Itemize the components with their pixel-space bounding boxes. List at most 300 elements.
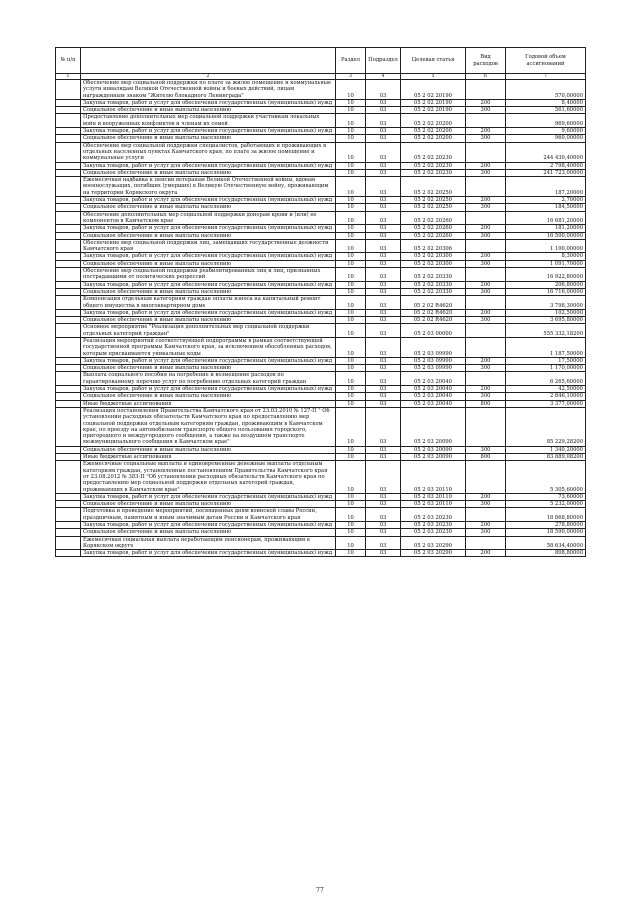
cell-name: Обеспечение мер социальной поддержки лиц, замещавших государственные должности Камчатского края <box>81 239 336 253</box>
cell-target: 05 2 02 20330 <box>401 288 466 295</box>
cell-section: 10 <box>336 529 366 536</box>
cell-section: 10 <box>336 128 366 135</box>
cell-expense-type <box>466 296 506 310</box>
cell-amount: 16 681,20000 <box>506 211 586 225</box>
cell-name: Социальное обеспечение и иные выплаты населению <box>81 501 336 508</box>
cell-amount: 6 265,60000 <box>506 372 586 386</box>
cell-amount: 1 100,00000 <box>506 239 586 253</box>
cell-amount: 102,50000 <box>506 309 586 316</box>
table-row <box>56 288 586 295</box>
cell-name: Предоставление дополнительных мер социальной поддержки участникам локальных войн и вооруженных конфликтов и членам их семей <box>81 114 336 128</box>
table-row <box>56 407 586 446</box>
header-expense-type: Вид расходов <box>466 48 506 74</box>
cell-num <box>56 454 81 461</box>
cell-name: Социальное обеспечение и иные выплаты населению <box>81 204 336 211</box>
cell-name: Социальное обеспечение и иные выплаты населению <box>81 317 336 324</box>
table-row <box>56 142 586 162</box>
cell-expense-type: 300 <box>466 393 506 400</box>
cell-expense-type <box>466 508 506 522</box>
cell-target: 05 2 02 20200 <box>401 128 466 135</box>
table-row <box>56 386 586 393</box>
cell-section: 10 <box>336 317 366 324</box>
header-amount: Годовой объем ассигнований <box>506 48 586 74</box>
cell-section: 10 <box>336 239 366 253</box>
header-subsection: Подраздел <box>366 48 401 74</box>
cell-subsection: 03 <box>366 99 401 106</box>
cell-section: 10 <box>336 232 366 239</box>
cell-amount: 570,00000 <box>506 80 586 100</box>
cell-amount: 18 590,00000 <box>506 529 586 536</box>
header-target: Целевая статья <box>401 48 466 74</box>
cell-num <box>56 386 81 393</box>
cell-target: 05 2 03 20040 <box>401 372 466 386</box>
cell-num <box>56 317 81 324</box>
cell-expense-type: 800 <box>466 400 506 407</box>
cell-name: Закупка товаров, работ и услуг для обеспечения государственных (муниципальных) нужд <box>81 162 336 169</box>
cell-num <box>56 211 81 225</box>
cell-expense-type: 200 <box>466 309 506 316</box>
table-row <box>56 204 586 211</box>
cell-target: 05 2 03 20290 <box>401 550 466 557</box>
cell-subsection: 03 <box>366 288 401 295</box>
cell-target: 05 2 02 20330 <box>401 281 466 288</box>
cell-expense-type: 300 <box>466 232 506 239</box>
cell-expense-type: 300 <box>466 529 506 536</box>
cell-section: 10 <box>336 372 366 386</box>
cell-target: 05 2 02 20230 <box>401 169 466 176</box>
cell-target: 05 2 02 20330 <box>401 268 466 282</box>
cell-subsection: 03 <box>366 337 401 357</box>
table-row <box>56 296 586 310</box>
cell-expense-type: 200 <box>466 386 506 393</box>
cell-num <box>56 260 81 267</box>
table-row <box>56 135 586 142</box>
cell-subsection: 03 <box>366 550 401 557</box>
cell-num <box>56 501 81 508</box>
cell-num <box>56 107 81 114</box>
cell-target: 05 2 03 20110 <box>401 493 466 500</box>
cell-amount: 1 340,20000 <box>506 446 586 453</box>
table-row <box>56 253 586 260</box>
cell-section: 10 <box>336 260 366 267</box>
cell-name: Социальное обеспечение и иные выплаты населению <box>81 232 336 239</box>
table-row <box>56 461 586 493</box>
header-name <box>81 48 336 74</box>
cell-subsection: 03 <box>366 522 401 529</box>
cell-target: 05 2 03 20230 <box>401 529 466 536</box>
cell-subsection: 03 <box>366 324 401 338</box>
table-row <box>56 211 586 225</box>
cell-expense-type: 200 <box>466 99 506 106</box>
cell-subsection: 03 <box>366 268 401 282</box>
cell-num <box>56 114 81 128</box>
cell-subsection: 03 <box>366 204 401 211</box>
table-row <box>56 508 586 522</box>
cell-name: Ежемесячная социальная выплата неработающим пенсионерам, проживающим в Корякском округе <box>81 536 336 550</box>
cell-amount: 241 723,00000 <box>506 169 586 176</box>
cell-amount: 244 430,40000 <box>506 142 586 162</box>
cell-section: 10 <box>336 142 366 162</box>
cell-target: 05 2 03 20040 <box>401 400 466 407</box>
cell-expense-type <box>466 177 506 197</box>
cell-name: Социальное обеспечение и иные выплаты населению <box>81 288 336 295</box>
cell-name: Обеспечение дополнительных мер социальной поддержки донорам крови и (или) ее компонентов в Камчатском крае <box>81 211 336 225</box>
cell-num <box>56 536 81 550</box>
cell-name: Закупка товаров, работ и услуг для обеспечения государственных (муниципальных) нужд <box>81 493 336 500</box>
cell-section: 10 <box>336 211 366 225</box>
cell-target: 05 2 03 20230 <box>401 522 466 529</box>
cell-amount: 2 846,10000 <box>506 393 586 400</box>
cell-name: Закупка товаров, работ и услуг для обеспечения государственных (муниципальных) нужд <box>81 309 336 316</box>
cell-num <box>56 128 81 135</box>
cell-num <box>56 253 81 260</box>
table-header-row <box>56 48 586 74</box>
cell-subsection: 03 <box>366 80 401 100</box>
cell-num <box>56 162 81 169</box>
cell-subsection: 03 <box>366 107 401 114</box>
cell-amount: 3 798,30000 <box>506 296 586 310</box>
cell-section: 10 <box>336 309 366 316</box>
table-row <box>56 522 586 529</box>
cell-target: 05 2 02 20306 <box>401 239 466 253</box>
cell-expense-type <box>466 211 506 225</box>
cell-name: Закупка товаров, работ и услуг для обеспечения государственных (муниципальных) нужд <box>81 281 336 288</box>
cell-target: 05 2 02 20300 <box>401 260 466 267</box>
cell-section: 10 <box>336 550 366 557</box>
cell-expense-type <box>466 239 506 253</box>
cell-expense-type <box>466 324 506 338</box>
cell-subsection: 03 <box>366 197 401 204</box>
table-row <box>56 281 586 288</box>
cell-num <box>56 135 81 142</box>
cell-target: 05 2 02 20250 <box>401 204 466 211</box>
cell-expense-type: 300 <box>466 317 506 324</box>
cell-section: 10 <box>336 225 366 232</box>
cell-num <box>56 204 81 211</box>
cell-amount: 278,80000 <box>506 522 586 529</box>
cell-num <box>56 400 81 407</box>
cell-subsection: 03 <box>366 225 401 232</box>
table-row <box>56 80 586 100</box>
table-row <box>56 550 586 557</box>
cell-name: Ежемесячные социальные выплаты и единовременные денежные выплаты отдельным категориям граждан, установленные постановлением Правительства Камчатского края от 23.08.2012 № 383-П "Об установлении расходных обязательств Камчатского края по предоставлению мер социальной поддержки отдельных категорий граждан, проживающих в Камчатском крае" <box>81 461 336 493</box>
table-row <box>56 107 586 114</box>
cell-amount: 58 634,40000 <box>506 536 586 550</box>
cell-num <box>56 296 81 310</box>
cell-name: Социальное обеспечение и иные выплаты населению <box>81 135 336 142</box>
cell-name: Закупка товаров, работ и услуг для обеспечения государственных (муниципальных) нужд <box>81 550 336 557</box>
cell-expense-type <box>466 337 506 357</box>
cell-target: 05 2 02 20190 <box>401 80 466 100</box>
column-number: 6 <box>466 74 506 80</box>
cell-section: 10 <box>336 197 366 204</box>
cell-expense-type: 200 <box>466 522 506 529</box>
cell-subsection: 03 <box>366 253 401 260</box>
cell-amount: 18 868,80000 <box>506 508 586 522</box>
cell-target: 05 2 02 R4620 <box>401 309 466 316</box>
cell-section: 10 <box>336 508 366 522</box>
cell-amount: 206,80000 <box>506 281 586 288</box>
cell-section: 10 <box>336 461 366 493</box>
cell-expense-type: 200 <box>466 225 506 232</box>
cell-target: 05 2 03 09990 <box>401 337 466 357</box>
cell-expense-type: 200 <box>466 493 506 500</box>
table-row <box>56 400 586 407</box>
table-row <box>56 337 586 357</box>
cell-subsection: 03 <box>366 386 401 393</box>
cell-subsection: 03 <box>366 142 401 162</box>
cell-num <box>56 522 81 529</box>
column-number: 3 <box>336 74 366 80</box>
cell-amount: 83 889,08200 <box>506 454 586 461</box>
cell-section: 10 <box>336 522 366 529</box>
cell-name: Социальное обеспечение и иные выплаты населению <box>81 446 336 453</box>
cell-expense-type: 300 <box>466 107 506 114</box>
cell-subsection: 03 <box>366 260 401 267</box>
cell-name: Закупка товаров, работ и услуг для обеспечения государственных (муниципальных) нужд <box>81 99 336 106</box>
cell-num <box>56 197 81 204</box>
table-row <box>56 501 586 508</box>
cell-amount: 3 377,00000 <box>506 400 586 407</box>
cell-name: Социальное обеспечение и иные выплаты населению <box>81 365 336 372</box>
cell-amount: 8,40000 <box>506 99 586 106</box>
column-number: 1 <box>56 74 81 80</box>
cell-target: 05 2 03 20090 <box>401 446 466 453</box>
cell-name: Иные бюджетные ассигнования <box>81 400 336 407</box>
cell-section: 10 <box>336 454 366 461</box>
cell-expense-type: 300 <box>466 288 506 295</box>
cell-num <box>56 268 81 282</box>
cell-amount: 181,20000 <box>506 225 586 232</box>
table-row <box>56 309 586 316</box>
cell-subsection: 03 <box>366 461 401 493</box>
cell-amount: 16 922,80000 <box>506 268 586 282</box>
cell-section: 10 <box>336 169 366 176</box>
cell-subsection: 03 <box>366 508 401 522</box>
table-row <box>56 225 586 232</box>
cell-target: 05 2 03 09990 <box>401 357 466 364</box>
cell-name: Обеспечение мер социальной поддержки специалистов, работающих и проживающих в отдельных населенных пунктах Камчатского края, по плате за жилое помещение и коммунальные услуги <box>81 142 336 162</box>
cell-amount: 85 229,28200 <box>506 407 586 446</box>
cell-expense-type <box>466 80 506 100</box>
cell-target: 05 2 02 20190 <box>401 99 466 106</box>
cell-num <box>56 337 81 357</box>
cell-subsection: 03 <box>366 114 401 128</box>
cell-target: 05 2 02 20200 <box>401 135 466 142</box>
cell-name: Социальное обеспечение и иные выплаты населению <box>81 107 336 114</box>
cell-expense-type <box>466 268 506 282</box>
cell-expense-type: 200 <box>466 197 506 204</box>
cell-subsection: 03 <box>366 211 401 225</box>
cell-subsection: 03 <box>366 400 401 407</box>
cell-expense-type <box>466 114 506 128</box>
cell-name: Подготовка и проведение мероприятий, посвященных дням воинской славы России, праздничным, памятным и иным значимым датам России и Камчатского края <box>81 508 336 522</box>
cell-subsection: 03 <box>366 135 401 142</box>
cell-amount: 187,20000 <box>506 177 586 197</box>
cell-amount: 561,60000 <box>506 107 586 114</box>
cell-expense-type: 200 <box>466 162 506 169</box>
cell-section: 10 <box>336 446 366 453</box>
cell-section: 10 <box>336 162 366 169</box>
cell-name: Иные бюджетные ассигнования <box>81 454 336 461</box>
cell-num <box>56 372 81 386</box>
cell-expense-type: 200 <box>466 253 506 260</box>
column-number: 7 <box>506 74 586 80</box>
cell-subsection: 03 <box>366 493 401 500</box>
cell-amount: 969,60000 <box>506 114 586 128</box>
cell-target: 05 2 02 20260 <box>401 232 466 239</box>
cell-section: 10 <box>336 536 366 550</box>
cell-amount: 17,50000 <box>506 357 586 364</box>
cell-target: 05 2 03 20040 <box>401 386 466 393</box>
table-row <box>56 393 586 400</box>
cell-num <box>56 80 81 100</box>
cell-amount: 73,60000 <box>506 493 586 500</box>
table-row <box>56 162 586 169</box>
table-row <box>56 357 586 364</box>
cell-num <box>56 365 81 372</box>
cell-expense-type: 200 <box>466 357 506 364</box>
cell-amount: 16 500,00000 <box>506 232 586 239</box>
cell-target: 05 2 02 R4620 <box>401 296 466 310</box>
cell-name: Закупка товаров, работ и услуг для обеспечения государственных (муниципальных) нужд <box>81 357 336 364</box>
cell-num <box>56 309 81 316</box>
cell-expense-type <box>466 407 506 446</box>
cell-amount: 184,50000 <box>506 204 586 211</box>
cell-amount: 9,60000 <box>506 128 586 135</box>
cell-target: 05 2 02 20250 <box>401 197 466 204</box>
cell-num <box>56 393 81 400</box>
cell-expense-type: 300 <box>466 135 506 142</box>
table-row <box>56 169 586 176</box>
cell-name: Закупка товаров, работ и услуг для обеспечения государственных (муниципальных) нужд <box>81 253 336 260</box>
table-row <box>56 260 586 267</box>
cell-expense-type: 200 <box>466 128 506 135</box>
cell-section: 10 <box>336 357 366 364</box>
table-row <box>56 268 586 282</box>
table-row <box>56 454 586 461</box>
cell-name: Закупка товаров, работ и услуг для обеспечения государственных (муниципальных) нужд <box>81 386 336 393</box>
cell-section: 10 <box>336 204 366 211</box>
cell-subsection: 03 <box>366 296 401 310</box>
cell-expense-type <box>466 461 506 493</box>
cell-expense-type: 200 <box>466 281 506 288</box>
cell-target: 05 2 03 00000 <box>401 324 466 338</box>
page-number: 77 <box>316 887 324 894</box>
table-row <box>56 177 586 197</box>
cell-subsection: 03 <box>366 128 401 135</box>
cell-target: 05 2 03 20090 <box>401 454 466 461</box>
cell-section: 10 <box>336 324 366 338</box>
table-row <box>56 232 586 239</box>
table-row <box>56 365 586 372</box>
cell-amount: 3 695,80000 <box>506 317 586 324</box>
cell-section: 10 <box>336 99 366 106</box>
cell-amount: 1 170,00000 <box>506 365 586 372</box>
cell-name: Закупка товаров, работ и услуг для обеспечения государственных (муниципальных) нужд <box>81 225 336 232</box>
cell-expense-type <box>466 372 506 386</box>
cell-num <box>56 493 81 500</box>
cell-target: 05 2 02 20200 <box>401 114 466 128</box>
cell-subsection: 03 <box>366 309 401 316</box>
cell-subsection: 03 <box>366 529 401 536</box>
cell-section: 10 <box>336 281 366 288</box>
cell-amount: 5 232,00000 <box>506 501 586 508</box>
cell-subsection: 03 <box>366 393 401 400</box>
cell-section: 10 <box>336 386 366 393</box>
cell-num <box>56 232 81 239</box>
cell-name: Обеспечение мер социальной поддержки по плате за жилое помещение и коммунальные услуги инвалидам Великой Отечественной войны и боевых действий, лицам награжденным знаком "Жителю блокадного Ленинграда" <box>81 80 336 100</box>
cell-target: 05 2 02 20250 <box>401 177 466 197</box>
budget-table-container <box>55 47 585 557</box>
cell-subsection: 03 <box>366 407 401 446</box>
cell-subsection: 03 <box>366 365 401 372</box>
cell-amount: 555 332,18200 <box>506 324 586 338</box>
cell-section: 10 <box>336 135 366 142</box>
cell-expense-type: 300 <box>466 446 506 453</box>
cell-section: 10 <box>336 107 366 114</box>
cell-subsection: 03 <box>366 239 401 253</box>
cell-target: 05 2 02 20190 <box>401 107 466 114</box>
table-row <box>56 197 586 204</box>
cell-target: 05 2 03 20290 <box>401 536 466 550</box>
cell-section: 10 <box>336 253 366 260</box>
cell-name: Социальное обеспечение и иные выплаты населению <box>81 529 336 536</box>
cell-subsection: 03 <box>366 169 401 176</box>
table-row <box>56 372 586 386</box>
cell-target: 05 2 03 20090 <box>401 407 466 446</box>
cell-section: 10 <box>336 80 366 100</box>
cell-num <box>56 177 81 197</box>
cell-expense-type: 300 <box>466 204 506 211</box>
cell-num <box>56 239 81 253</box>
cell-section: 10 <box>336 365 366 372</box>
cell-amount: 42,50000 <box>506 386 586 393</box>
header-num: № п/п <box>56 48 81 74</box>
table-row <box>56 446 586 453</box>
cell-target: 05 2 03 20110 <box>401 501 466 508</box>
cell-target: 05 2 03 09990 <box>401 365 466 372</box>
cell-name: Реализация мероприятий соответствующей подпрограммы в рамках соответствующей государственной программы Камчатского края, за исключением обособленных расходов, которым присваиваются уникальные коды <box>81 337 336 357</box>
cell-subsection: 03 <box>366 357 401 364</box>
cell-section: 10 <box>336 501 366 508</box>
cell-section: 10 <box>336 393 366 400</box>
cell-num <box>56 281 81 288</box>
cell-name: Ежемесячная надбавка к пенсии ветеранам Великой Отечественной войны, вдовам военнослужащих, погибших (умерших) в Великую Отечественную войну, проживающим на территории Корякского округа <box>81 177 336 197</box>
cell-num <box>56 225 81 232</box>
cell-name: Закупка товаров, работ и услуг для обеспечения государственных (муниципальных) нужд <box>81 128 336 135</box>
cell-num <box>56 99 81 106</box>
cell-num <box>56 461 81 493</box>
cell-target: 05 2 02 20230 <box>401 162 466 169</box>
cell-expense-type <box>466 142 506 162</box>
cell-amount: 960,00000 <box>506 135 586 142</box>
cell-name: Закупка товаров, работ и услуг для обеспечения государственных (муниципальных) нужд <box>81 522 336 529</box>
cell-target: 05 2 03 20040 <box>401 393 466 400</box>
column-number: 5 <box>401 74 466 80</box>
cell-amount: 2 798,40000 <box>506 162 586 169</box>
cell-name: Обеспечение мер социальной поддержки реабилитированных лиц и лиц, признанных пострадавшими от политических репрессий <box>81 268 336 282</box>
cell-target: 05 2 02 20260 <box>401 225 466 232</box>
cell-name: Социальное обеспечение и иные выплаты населению <box>81 169 336 176</box>
cell-num <box>56 407 81 446</box>
cell-num <box>56 288 81 295</box>
cell-subsection: 03 <box>366 454 401 461</box>
column-number: 4 <box>366 74 401 80</box>
cell-subsection: 03 <box>366 177 401 197</box>
cell-section: 10 <box>336 296 366 310</box>
cell-name: Выплата социального пособия на погребение и возмещение расходов по гарантированному перечню услуг по погребению отдельных категорий граждан <box>81 372 336 386</box>
